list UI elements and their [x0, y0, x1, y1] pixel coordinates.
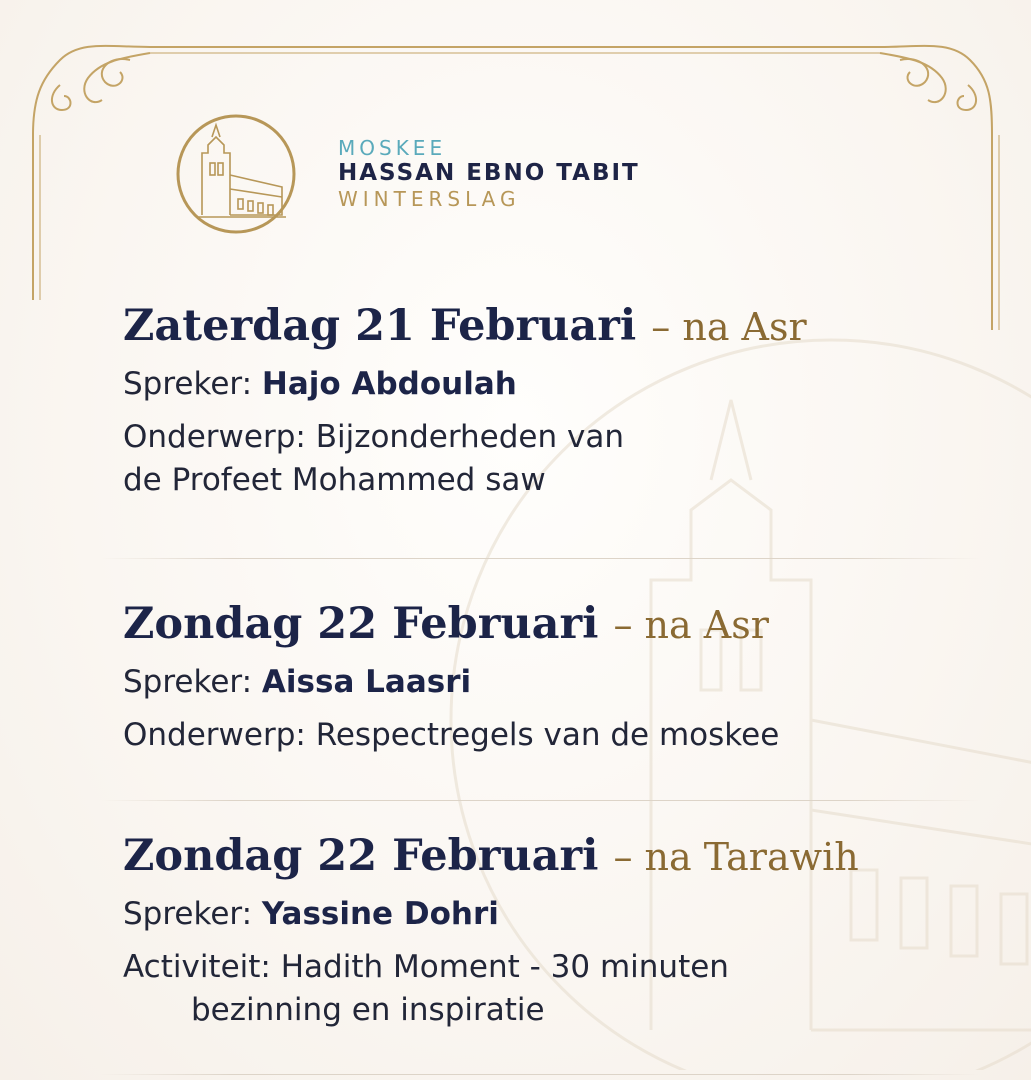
- divider: [100, 800, 980, 801]
- topic-label: Onderwerp:: [123, 419, 306, 455]
- event-date: Zaterdag 21 Februari: [123, 301, 637, 351]
- event-topic: [123, 416, 983, 502]
- event-title: [123, 598, 983, 651]
- mosque-logo: [172, 103, 640, 245]
- event-topic: [123, 714, 983, 757]
- event-activity: [123, 946, 983, 1032]
- logo-location: WINTERSLAG: [338, 187, 521, 211]
- topic-text: Bijzonderheden van: [315, 419, 624, 455]
- divider: [100, 1074, 980, 1075]
- event-date: Zondag 22 Februari: [123, 831, 599, 881]
- speaker-label: Spreker:: [123, 896, 253, 932]
- divider: [100, 558, 980, 559]
- logo-moskee-label: MOSKEE: [338, 136, 447, 160]
- event-date: Zondag 22 Februari: [123, 599, 599, 649]
- event-title: [123, 300, 983, 353]
- topic-text-continued: de Profeet Mohammed saw: [123, 462, 546, 498]
- topic-text: Respectregels van de moskee: [315, 717, 780, 753]
- event-time: – na Asr: [651, 305, 807, 349]
- speaker-name: Aissa Laasri: [261, 664, 472, 700]
- event-1: [123, 300, 983, 502]
- event-3: [123, 830, 983, 1032]
- event-time: – na Asr: [613, 603, 769, 647]
- event-time: – na Tarawih: [613, 835, 859, 879]
- event-speaker: [123, 363, 983, 406]
- speaker-label: Spreker:: [123, 664, 253, 700]
- event-2: [123, 598, 983, 757]
- speaker-name: Yassine Dohri: [261, 896, 499, 932]
- speaker-name: Hajo Abdoulah: [261, 366, 517, 402]
- activity-text: Hadith Moment - 30 minuten: [280, 949, 729, 985]
- event-speaker: [123, 893, 983, 936]
- topic-label: Onderwerp:: [123, 717, 306, 753]
- speaker-label: Spreker:: [123, 366, 253, 402]
- mosque-emblem-icon: [172, 103, 300, 245]
- event-speaker: [123, 661, 983, 704]
- activity-text-continued: bezinning en inspiratie: [191, 992, 545, 1028]
- activity-label: Activiteit:: [123, 949, 271, 985]
- event-title: [123, 830, 983, 883]
- logo-mosque-name: HASSAN EBNO TABIT: [338, 160, 640, 186]
